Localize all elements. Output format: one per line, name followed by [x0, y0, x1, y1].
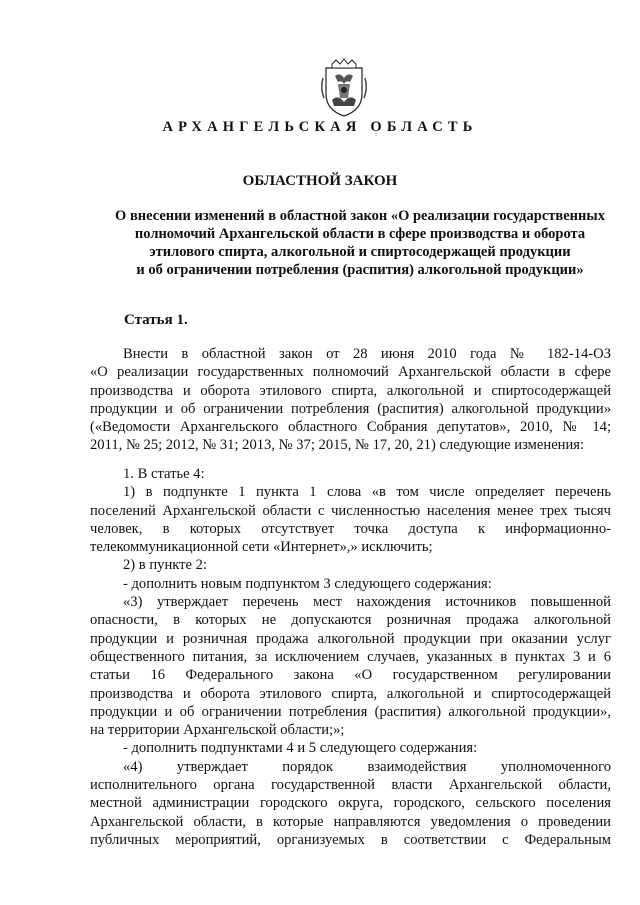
text-line: - дополнить подпунктами 4 и 5 следующего содержания:: [123, 740, 478, 757]
text-line: «3) утверждает перечень мест нахождения источников повышенной: [123, 594, 611, 611]
text-line: 2) в пункте 2:: [123, 557, 208, 574]
text-line: исполнительного органа государственной власти Архангельской области,: [90, 777, 611, 794]
subject-line: этилового спирта, алкогольной и спиртосодержащей продукции: [149, 244, 571, 260]
text-line: продукции и об ограничении потребления (распития) алкогольной продукции»: [90, 400, 611, 417]
text-line: «О реализации государственных полномочий Архангельской области в сфере: [90, 364, 611, 381]
text-line: 1) в подпункте 1 пункта 1 слова «в том числе определяет перечень: [123, 484, 611, 501]
text-line: 2011, № 25; 2012, № 31; 2013, № 37; 2015, № 17, 20, 21) следующие изменения:: [90, 437, 585, 454]
subject-line: и об ограничении потребления (распития) алкогольной продукции»: [136, 262, 584, 278]
text-line: местной администрации городского округа, городского, сельского поселения: [90, 795, 611, 812]
document-type: ОБЛАСТНОЙ ЗАКОН: [242, 173, 398, 189]
article-body: [90, 465, 611, 849]
text-line: производства и оборота этилового спирта, алкогольной и спиртосодержащей: [90, 685, 611, 702]
text-line: публичных мероприятий, организуемых в соответствии с Федеральным: [90, 831, 611, 848]
text-line: поселений Архангельской области с численностью населения менее трех тысяч: [90, 502, 611, 519]
text-line: Внести в областной закон от 28 июня 2010 года № 182-14-ОЗ: [123, 346, 611, 362]
subject-line: О внесении изменений в областной закон «О реализации государственных: [115, 208, 605, 224]
text-line: производства и оборота этилового спирта, алкогольной и спиртосодержащей: [90, 382, 611, 399]
law-subject: [80, 207, 640, 279]
article-heading: Статья 1.: [124, 312, 188, 328]
text-line: - дополнить новым подпунктом 3 следующего содержания:: [123, 575, 492, 592]
text-line: статьи 16 Федерального закона «О государственном регулировании: [90, 667, 611, 684]
article-intro: [90, 345, 611, 455]
text-line: («Ведомости Архангельского областного Собрания депутатов», 2010, № 14;: [90, 419, 611, 436]
text-line: 1. В статье 4:: [123, 466, 205, 482]
text-line: общественного питания, за исключением случаев, указанных в пунктах 3 и 6: [90, 648, 611, 665]
text-line: человек, в которых отсутствует точка доступа к информационно-: [90, 520, 611, 537]
text-line: опасности, в которых не допускаются розничная продажа алкогольной: [90, 612, 611, 629]
text-line: «4) утверждает порядок взаимодействия уполномоченного: [123, 758, 611, 775]
text-line: продукции и об ограничении потребления (распития) алкогольной продукции»,: [90, 703, 611, 720]
text-line: на территории Архангельской области;»;: [90, 722, 345, 739]
text-line: продукции и розничная продажа алкогольной продукции при оказании услуг: [90, 630, 611, 647]
text-line: телекоммуникационной сети «Интернет»,» исключить;: [90, 539, 433, 556]
region-title: АРХАНГЕЛЬСКАЯ ОБЛАСТЬ: [162, 119, 478, 135]
subject-line: полномочий Архангельской области в сфере производства и оборота: [134, 226, 586, 242]
arkhangelsk-coat-of-arms-icon: [318, 58, 370, 118]
text-line: Архангельской области, в которые направляются уведомления о проведении: [90, 813, 611, 830]
